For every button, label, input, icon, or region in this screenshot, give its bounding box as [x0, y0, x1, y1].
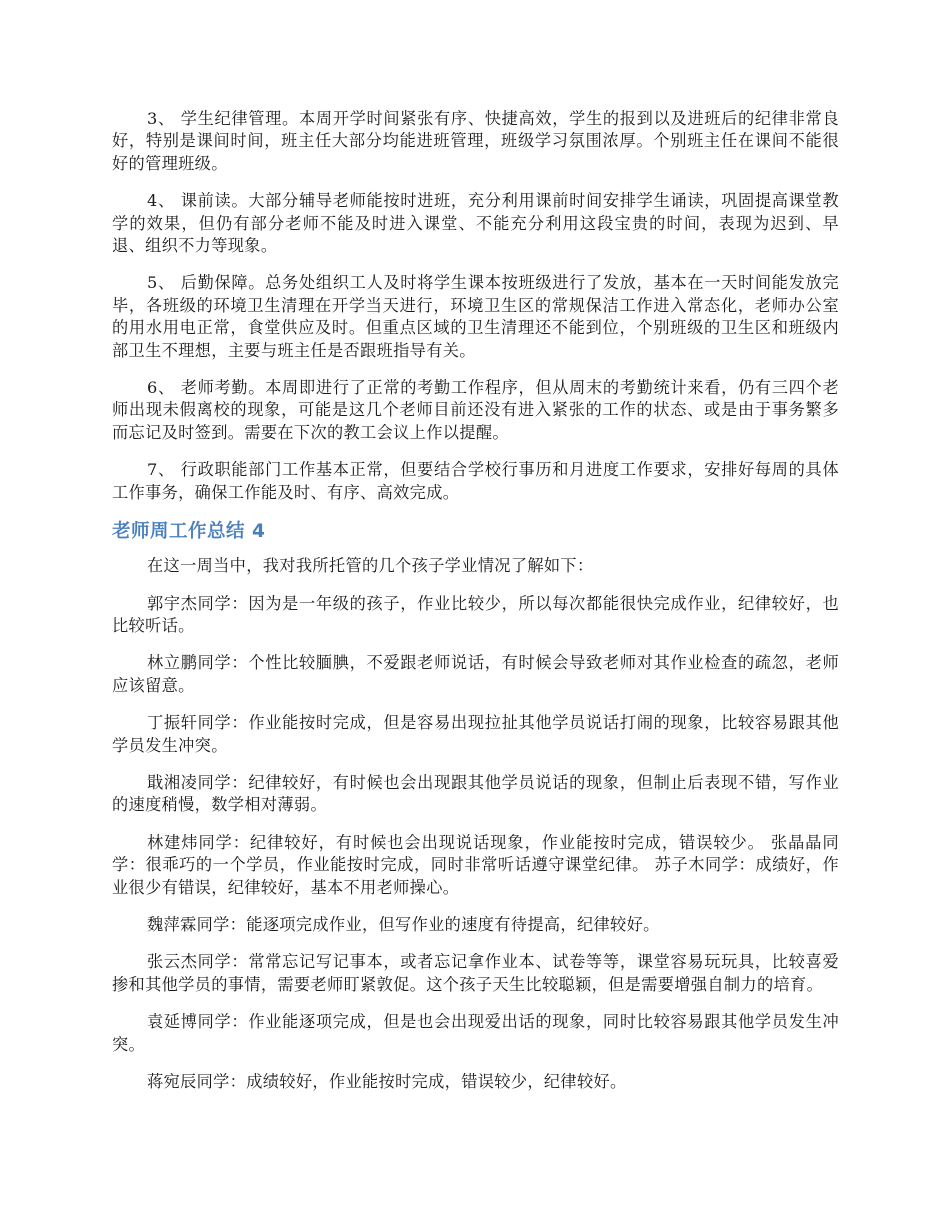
paragraph-student: 张云杰同学：常常忘记写记事本，或者忘记拿作业本、试卷等等，课堂容易玩玩具，比较喜爱掺和其他学员的事情，需要老师盯紧敦促。这个孩子天生比较聪颖，但是需要增强自制力的培育。	[112, 952, 839, 994]
paragraph-student: 魏萍霖同学：能逐项完成作业，但写作业的速度有待提高，纪律较好。	[147, 914, 660, 934]
paragraph-admin: 7、 行政职能部门工作基本正常，但要结合学校行事历和月进度工作要求，安排好每周的具体工作事务，确保工作能及时、有序、高效完成。	[112, 460, 839, 502]
paragraph-student: 蒋宛辰同学：成绩较好，作业能按时完成，错误较少，纪律较好。	[147, 1072, 627, 1091]
paragraph-student: 林立鹏同学：个性比较腼腆，不爱跟老师说话，有时候会导致老师对其作业检查的疏忽，老师应该留意。	[112, 653, 839, 695]
paragraph-student: 郭宇杰同学：因为是一年级的孩子，作业比较少，所以每次都能很快完成作业，纪律较好，也比较听话。	[112, 593, 839, 635]
paragraph-student: 戢湘凌同学：纪律较好，有时候也会出现跟其他学员说话的现象，但制止后表现不错，写作业的速度稍慢，数学相对薄弱。	[112, 772, 839, 815]
paragraph-student: 丁振轩同学：作业能按时完成，但是容易出现拉扯其他学员说话打闹的现象，比较容易跟其他学员发生冲突。	[112, 713, 839, 755]
paragraph-student: 袁延博同学：作业能逐项完成，但是也会出现爱出话的现象，同时比较容易跟其他学员发生冲突。	[112, 1012, 839, 1054]
paragraph-attendance: 6、 老师考勤。本周即进行了正常的考勤工作程序，但从周末的考勤统计来看，仍有三四个老师出现未假离校的现象，可能是这几个老师目前还没有进入紧张的工作的状态、或是由于事务繁多而忘记及时签到。需要在下次的教工会议上作以提醒。	[112, 378, 839, 442]
paragraph-discipline: 3、 学生纪律管理。本周开学时间紧张有序、快捷高效，学生的报到以及进班后的纪律非常良好，特别是课间时间，班主任大部分均能进班管理，班级学习氛围浓厚。个别班主任在课间不能很好的管理班级。	[112, 109, 839, 173]
paragraph-student: 林建炜同学：纪律较好，有时候也会出现说话现象，作业能按时完成，错误较少。 张晶晶同学：很乖巧的一个学员，作业能按时完成，同时非常听话遵守课堂纪律。 苏子木同学：成绩好，作业很少有错误，纪律较好，基本不用老师操心。	[112, 832, 839, 897]
paragraph-pre-class-reading: 4、 课前读。大部分辅导老师能按时进班，充分利用课前时间安排学生诵读，巩固提高课堂教学的效果，但仍有部分老师不能及时进入课堂、不能充分利用这段宝贵的时间，表现为迟到、早退、组织不力等现象。	[112, 191, 839, 256]
paragraph-logistics: 5、 后勤保障。总务处组织工人及时将学生课本按班级进行了发放，基本在一天时间能发放完毕，各班级的环境卫生清理在开学当天进行，环境卫生区的常规保洁工作进入常态化，老师办公室的用水用电正常，食堂供应及时。但重点区域的卫生清理还不能到位，个别班级的卫生区和班级内部卫生不理想，主要与班主任是否跟班指导有关。	[112, 273, 839, 360]
section-heading: 老师周工作总结 4	[112, 521, 266, 543]
paragraph-intro: 在这一周当中，我对我所托管的几个孩子学业情况了解如下：	[147, 556, 594, 576]
document-page	[112, 108, 839, 1108]
